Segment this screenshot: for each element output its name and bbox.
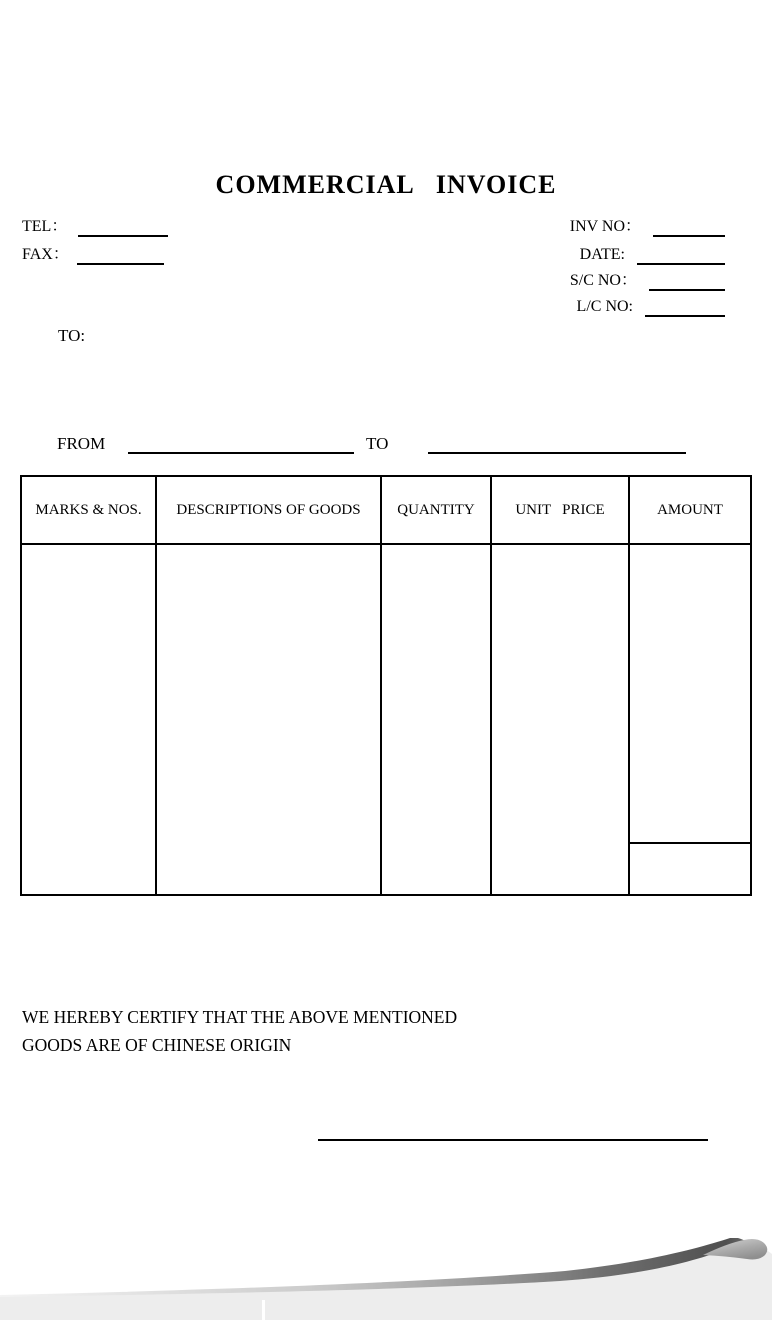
curl-backdrop-shape xyxy=(0,1245,772,1300)
goods-table xyxy=(20,475,752,896)
bottom-backdrop-bar xyxy=(0,1300,772,1320)
inv-no-field-row xyxy=(570,217,725,237)
page-title: COMMERCIAL INVOICE xyxy=(215,170,557,199)
sc-no-label: S/C NO： xyxy=(569,272,637,289)
sc-no-field-row xyxy=(570,271,725,291)
fax-blank-line xyxy=(77,247,164,265)
date-label: DATE: xyxy=(579,246,625,263)
header-quantity: QUANTITY xyxy=(381,476,491,544)
header-unit-price: UNIT PRICE xyxy=(491,476,629,544)
tel-label: TEL： xyxy=(22,218,68,235)
goods-table-header-row xyxy=(21,476,751,544)
route-from-blank-line xyxy=(128,452,354,454)
route-from-label: FROM xyxy=(57,434,106,453)
signature-blank-line xyxy=(318,1139,708,1141)
cell-marks-nos xyxy=(21,544,156,895)
sc-no-blank-line xyxy=(649,273,725,291)
fax-field-row xyxy=(22,245,164,265)
header-descriptions: DESCRIPTIONS OF GOODS xyxy=(156,476,381,544)
cell-amount xyxy=(629,544,751,843)
tel-blank-line xyxy=(78,219,168,237)
goods-table-body-row xyxy=(21,544,751,843)
cell-descriptions xyxy=(156,544,381,895)
lc-no-blank-line xyxy=(645,299,725,317)
route-to-label: TO xyxy=(366,434,389,453)
inv-no-label: INV NO： xyxy=(569,218,641,235)
header-amount: AMOUNT xyxy=(629,476,751,544)
page-curl-decoration xyxy=(0,1238,772,1300)
date-blank-line xyxy=(637,247,725,265)
bottom-bar-divider xyxy=(262,1300,265,1320)
cell-amount-total xyxy=(629,843,751,895)
route-to-blank-line xyxy=(428,452,686,454)
lc-no-label: L/C NO: xyxy=(576,298,633,315)
certification-statement xyxy=(22,1004,457,1059)
header-marks-nos: MARKS & NOS. xyxy=(21,476,156,544)
cell-unit-price xyxy=(491,544,629,895)
to-address-label: TO: xyxy=(58,326,86,345)
fax-label: FAX： xyxy=(22,246,69,263)
tel-field-row xyxy=(22,217,168,237)
cell-quantity xyxy=(381,544,491,895)
inv-no-blank-line xyxy=(653,219,725,237)
certification-line-1: WE HEREBY CERTIFY THAT THE ABOVE MENTIONED xyxy=(22,1007,458,1027)
lc-no-field-row xyxy=(577,297,725,317)
certification-line-2: GOODS ARE OF CHINESE ORIGIN xyxy=(22,1034,292,1055)
date-field-row xyxy=(580,245,725,265)
